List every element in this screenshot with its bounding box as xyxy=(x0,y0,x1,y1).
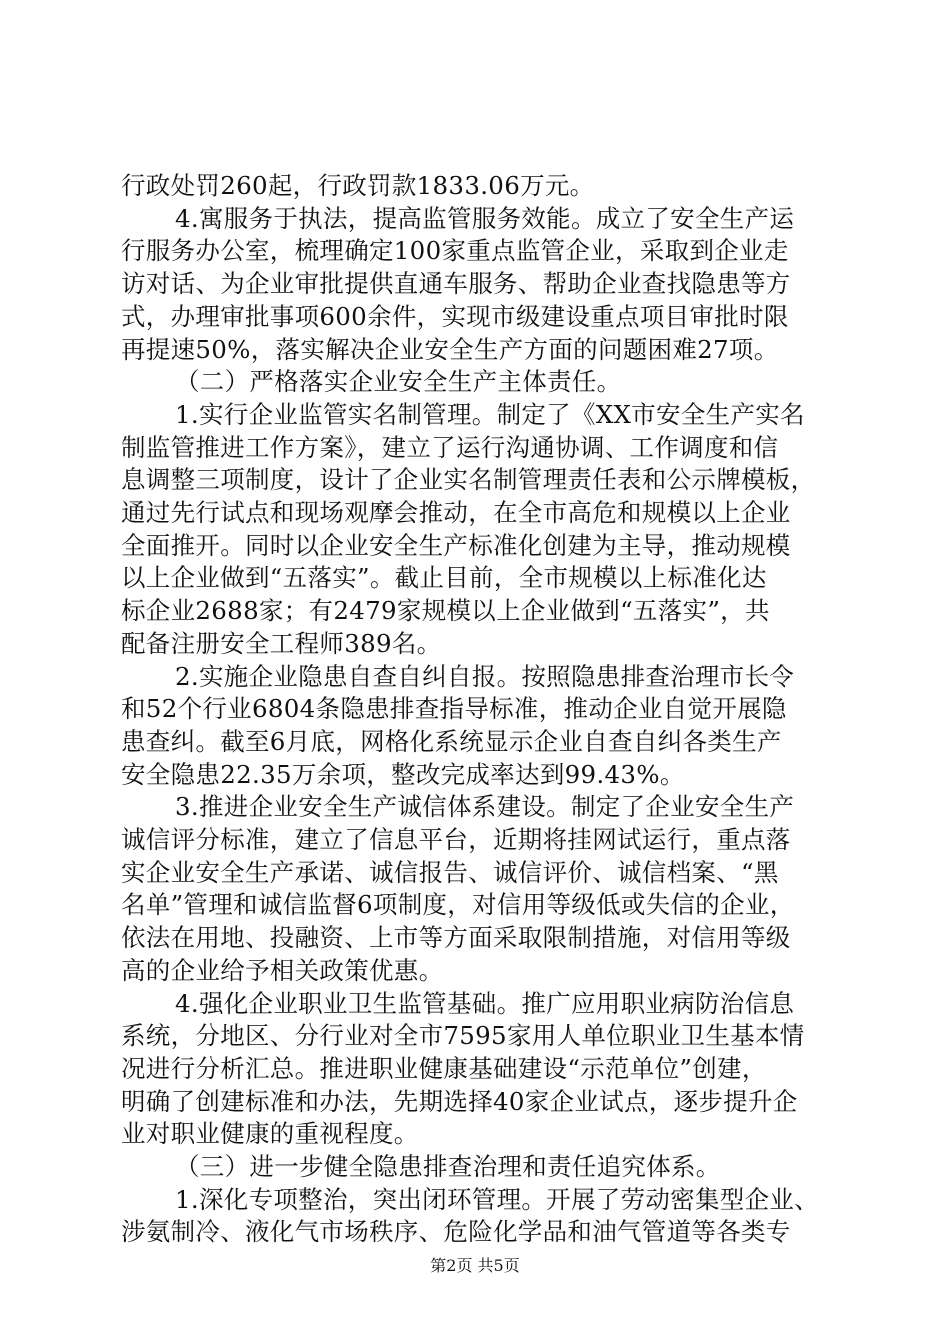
text-line: 标企业2688家；有2479家规模以上企业做到“五落实”，共 xyxy=(121,596,770,626)
text-line: 患查纠。截至6月底，网格化系统显示企业自查自纠各类生产 xyxy=(121,726,782,756)
text-line: 依法在用地、投融资、上市等方面采取限制措施，对信用等级 xyxy=(121,923,791,953)
text-line: 况进行分析汇总。推进职业健康基础建设“示范单位”创建， xyxy=(121,1053,767,1083)
text-line: 再提速50%，落实解决企业安全生产方面的问题困难27项。 xyxy=(121,334,779,364)
text-line: 全面推开。同时以企业安全生产标准化创建为主导，推动规模 xyxy=(121,530,791,560)
text-line: 和52个行业6804条隐患排查指导标准，推动企业自觉开展隐 xyxy=(121,694,787,724)
text-line: 配备注册安全工程师389名。 xyxy=(121,628,442,658)
text-line: 名单”管理和诚信监督6项制度，对信用等级低或失信的企业， xyxy=(121,890,795,920)
text-line: 1.深化专项整治，突出闭环管理。开展了劳动密集型企业、 xyxy=(175,1184,819,1214)
text-line: 3.推进企业安全生产诚信体系建设。制定了企业安全生产 xyxy=(175,792,795,822)
section-heading: （二）严格落实企业安全生产主体责任。 xyxy=(175,367,622,397)
text-line: 高的企业给予相关政策优惠。 xyxy=(121,955,444,985)
text-line: 行服务办公室，梳理确定100家重点监管企业，采取到企业走 xyxy=(121,236,789,266)
page-number-footer: 第2页 共5页 xyxy=(430,1256,520,1275)
text-line: 4.强化企业职业卫生监管基础。推广应用职业病防治信息 xyxy=(175,988,795,1018)
text-line: 行政处罚260起，行政罚款1833.06万元。 xyxy=(121,171,595,200)
text-line: 涉氨制冷、液化气市场秩序、危险化学品和油气管道等各类专 xyxy=(121,1217,791,1247)
text-line: 访对话、为企业审批提供直通车服务、帮助企业查找隐患等方 xyxy=(121,269,791,299)
text-line: 业对职业健康的重视程度。 xyxy=(121,1119,419,1149)
text-line: 2.实施企业隐患自查自纠自报。按照隐患排查治理市长令 xyxy=(175,661,795,691)
text-line: 通过先行试点和现场观摩会推动，在全市高危和规模以上企业 xyxy=(121,498,791,527)
text-line: 息调整三项制度，设计了企业实名制管理责任表和公示牌模板， xyxy=(121,465,816,495)
text-line: 1.实行企业监管实名制管理。制定了《XX市安全生产实名 xyxy=(175,399,805,429)
text-line: 4.寓服务于执法，提高监管服务效能。成立了安全生产运 xyxy=(175,203,795,233)
text-line: 式，办理审批事项600余件，实现市级建设重点项目审批时限 xyxy=(121,301,789,331)
text-line: 系统，分地区、分行业对全市7595家用人单位职业卫生基本情 xyxy=(121,1021,805,1051)
text-line: 实企业安全生产承诺、诚信报告、诚信评价、诚信档案、“黑 xyxy=(121,857,779,887)
text-line: 以上企业做到“五落实”。截止目前，全市规模以上标准化达 xyxy=(121,563,767,593)
text-line: 制监管推进工作方案》，建立了运行沟通协调、工作调度和信 xyxy=(121,432,779,462)
text-line: 诚信评分标准，建立了信息平台，近期将挂网试运行，重点落 xyxy=(121,825,791,854)
text-line: 明确了创建标准和办法，先期选择40家企业试点，逐步提升企 xyxy=(121,1086,798,1116)
section-heading: （三）进一步健全隐患排查治理和责任追究体系。 xyxy=(175,1152,721,1181)
text-line: 安全隐患22.35万余项，整改完成率达到99.43%。 xyxy=(121,759,685,789)
